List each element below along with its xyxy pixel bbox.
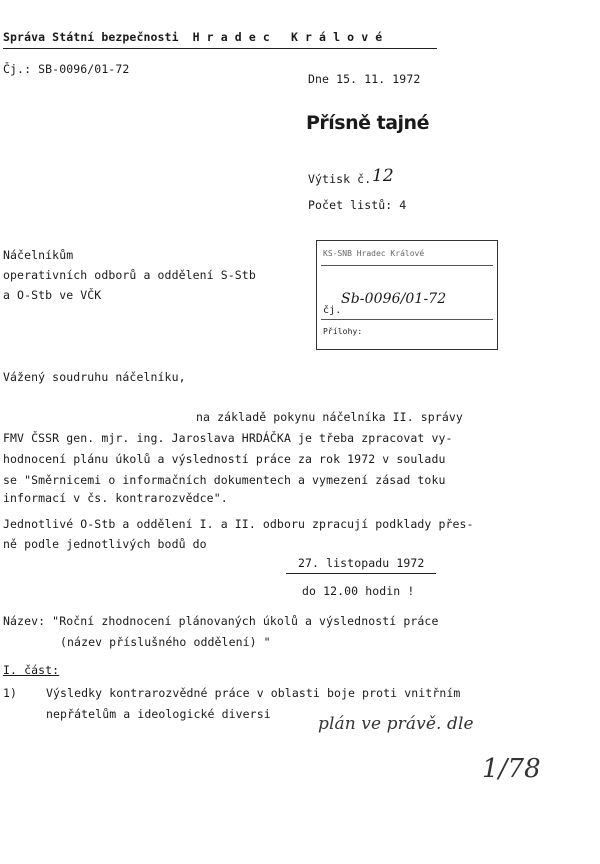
stamp-reference: Sb-0096/01-72	[341, 291, 447, 307]
deadline-date: 27. listopadu 1972	[298, 556, 425, 570]
stamp-divider	[321, 319, 493, 320]
paragraph-1-line: se "Směrnicemi o informačních dokumentech a vymezení zásad toku	[3, 473, 446, 487]
handwritten-note: plán ve právě. dle	[318, 714, 474, 734]
handwritten-page-mark: 1/78	[482, 754, 541, 784]
paragraph-2-line: Jednotlivé O-Stb a oddělení I. a II. odboru zpracují podklady přes-	[3, 517, 474, 531]
item-text-line: Výsledky kontrarozvědné práce v oblasti boje proti vnitřním	[46, 686, 461, 700]
paragraph-1-line: FMV ČSSR gen. mjr. ing. Jaroslava HRDÁČKA je třeba zpracovat vy-	[3, 431, 453, 445]
addressee-line-3: a O-Stb ve VČK	[3, 288, 102, 302]
reference-number: Čj.: SB-0096/01-72	[3, 62, 130, 76]
item-text-line: nepřátelům a ideologické diversi	[46, 707, 271, 721]
paragraph-1-line: na základě pokynu náčelníka II. správy	[196, 410, 463, 424]
registry-stamp	[316, 240, 498, 350]
stamp-cj-label: čj.	[323, 305, 342, 316]
paragraph-1-line: informací v čs. kontrarozvědce".	[3, 491, 228, 505]
copy-number: 12	[372, 166, 394, 186]
addressee-line-1: Náčelníkům	[3, 248, 74, 262]
deadline-underline	[286, 573, 436, 574]
stamp-divider	[321, 265, 493, 266]
addressee-line-2: operativních odborů a oddělení S-Stb	[3, 268, 256, 282]
stamp-enclosures-label: Přílohy:	[323, 327, 363, 336]
deadline-time: do 12.00 hodin !	[302, 584, 415, 598]
item-number: 1)	[3, 686, 18, 700]
paragraph-1-line: hodnocení plánu úkolů a výsledností práce za rok 1972 v souladu	[3, 452, 446, 466]
paragraph-2-line: ně podle jednotlivých bodů do	[3, 537, 207, 551]
classification-stamp: Přísně tajné	[306, 112, 429, 134]
stamp-header: KS-SNB Hradec Králové	[323, 249, 425, 258]
sheet-count: Počet listů: 4	[308, 198, 407, 212]
document-date: Dne 15. 11. 1972	[308, 72, 421, 86]
report-title-line: (název příslušného oddělení) "	[60, 635, 271, 649]
section-heading: I. část:	[3, 663, 60, 677]
report-title-line: Název: "Roční zhodnocení plánovaných úkolů a výsledností práce	[3, 614, 439, 628]
copy-label: Výtisk č.	[308, 172, 372, 186]
salutation: Vážený soudruhu náčelníku,	[3, 370, 186, 384]
organization-header: Správa Státní bezpečnosti H r a d e c K r á l o v é	[3, 30, 383, 44]
header-underline	[3, 48, 437, 49]
